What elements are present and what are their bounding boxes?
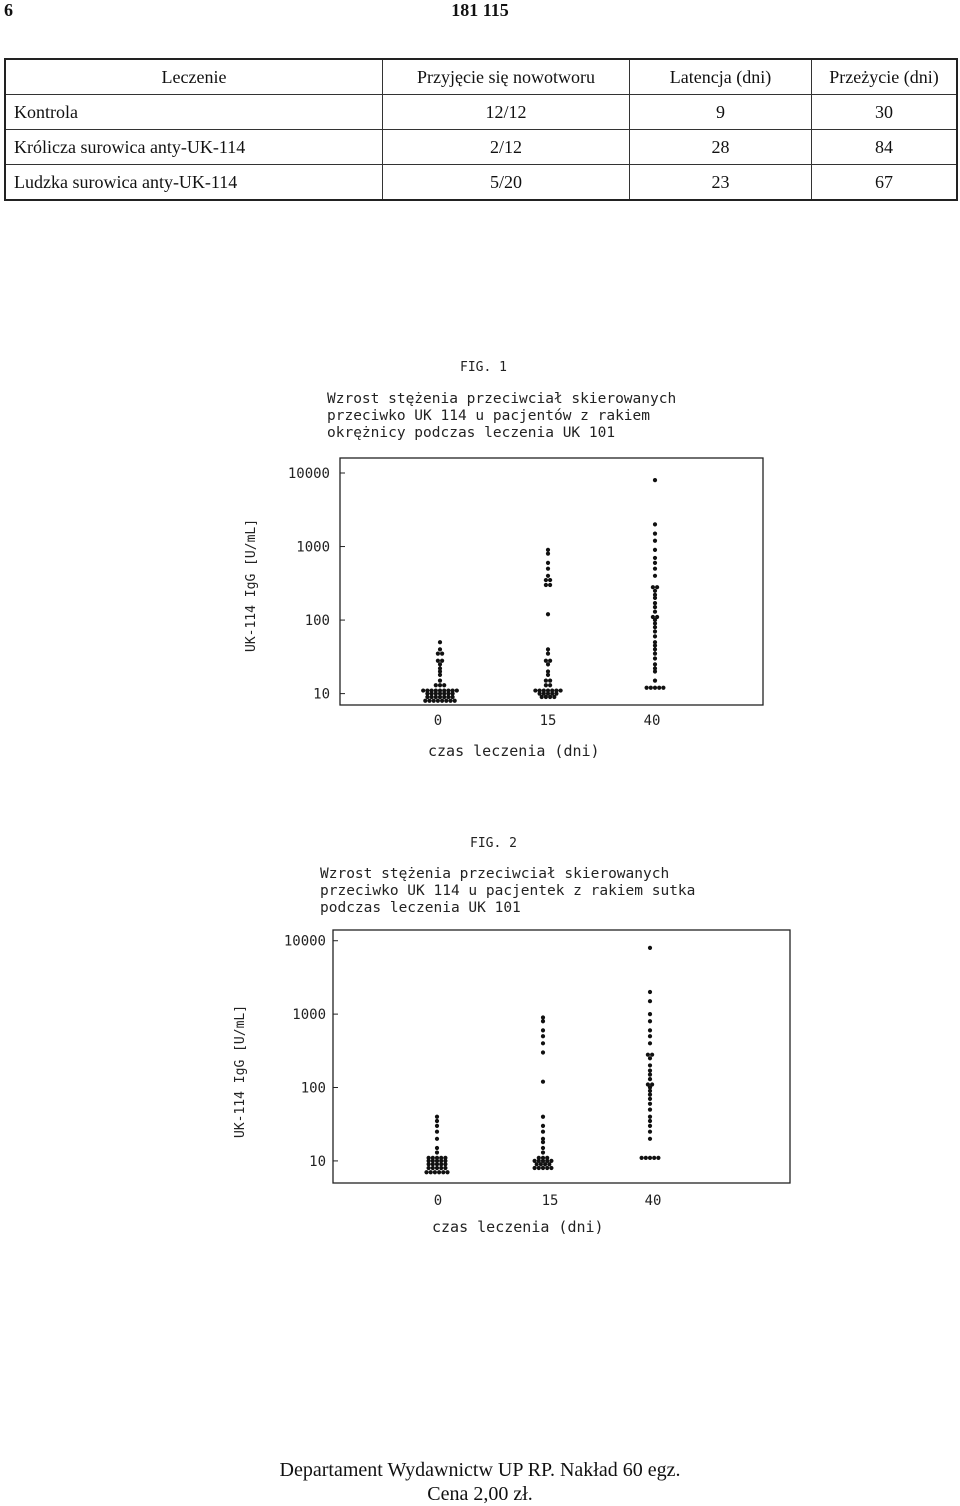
y-tick-label: 100 xyxy=(304,613,330,630)
data-point xyxy=(455,688,459,692)
data-point xyxy=(424,1170,428,1174)
data-point xyxy=(653,610,657,614)
data-point xyxy=(646,1082,650,1086)
data-point xyxy=(653,686,657,690)
data-point xyxy=(541,1137,545,1141)
data-point xyxy=(648,999,652,1003)
data-point xyxy=(653,522,657,526)
data-point xyxy=(653,647,657,651)
data-point xyxy=(437,1170,441,1174)
y-tick-label: 100 xyxy=(300,1080,326,1097)
data-point xyxy=(646,1053,650,1057)
page-number: 6 xyxy=(4,0,13,20)
data-point xyxy=(533,1159,537,1163)
x-tick-label: 15 xyxy=(541,1193,559,1209)
data-point xyxy=(435,1124,439,1128)
data-point xyxy=(648,1156,652,1160)
figure-title-line: przeciwko UK 114 u pacjentek z rakiem sutka xyxy=(320,883,696,899)
data-point xyxy=(438,688,442,692)
data-point xyxy=(549,1159,553,1163)
data-point xyxy=(533,688,537,692)
table-cell: 67 xyxy=(812,165,958,201)
data-point xyxy=(425,688,429,692)
data-point xyxy=(434,688,438,692)
data-point xyxy=(649,686,653,690)
data-point xyxy=(548,683,552,687)
data-point xyxy=(423,699,427,703)
data-point xyxy=(653,561,657,565)
x-tick-label: 15 xyxy=(539,713,557,729)
data-point xyxy=(650,1053,654,1057)
data-point xyxy=(648,1137,652,1141)
data-point xyxy=(653,478,657,482)
table-cell: 5/20 xyxy=(383,165,630,201)
data-point xyxy=(541,1146,545,1150)
data-point xyxy=(440,699,444,703)
data-point xyxy=(648,990,652,994)
data-point xyxy=(541,1166,545,1170)
data-point xyxy=(653,601,657,605)
publisher-footer xyxy=(0,1458,960,1506)
data-point xyxy=(542,688,546,692)
data-point xyxy=(550,688,554,692)
data-point xyxy=(648,1072,652,1076)
data-point xyxy=(640,1156,644,1160)
figure-title-line: okrężnicy podczas leczenia UK 101 xyxy=(327,425,616,441)
table-cell: 30 xyxy=(812,95,958,130)
data-point xyxy=(559,688,563,692)
data-point xyxy=(648,1019,652,1023)
data-point xyxy=(427,1156,431,1160)
column-header: Latencja (dni) xyxy=(630,59,812,95)
data-point xyxy=(648,1108,652,1112)
data-point xyxy=(442,683,446,687)
data-point xyxy=(648,1119,652,1123)
chart-1 xyxy=(288,458,763,729)
patent-number: 181 115 xyxy=(451,0,509,20)
data-point xyxy=(653,634,657,638)
data-point xyxy=(648,1028,652,1032)
data-point xyxy=(433,1170,437,1174)
data-point xyxy=(541,1080,545,1084)
y-axis-label: UK-114 IgG [U/mL] xyxy=(244,518,259,652)
data-point xyxy=(653,662,657,666)
figure-title-line: Wzrost stężenia przeciwciał skierowanych xyxy=(320,866,670,882)
data-point xyxy=(648,1012,652,1016)
data-point xyxy=(648,1102,652,1106)
data-point xyxy=(438,679,442,683)
data-point xyxy=(653,589,657,593)
data-point xyxy=(653,656,657,660)
table-cell: 2/12 xyxy=(383,130,630,165)
data-point xyxy=(653,666,657,670)
column-header: Przyjęcie się nowotworu xyxy=(383,59,630,95)
data-point xyxy=(546,552,550,556)
data-point xyxy=(546,647,550,651)
x-tick-label: 40 xyxy=(644,1193,662,1209)
data-point xyxy=(541,1028,545,1032)
data-point xyxy=(648,1034,652,1038)
data-point xyxy=(653,574,657,578)
data-point xyxy=(657,686,661,690)
figure-label: FIG. 1 xyxy=(460,360,507,375)
data-point xyxy=(435,1130,439,1134)
data-point xyxy=(435,1146,439,1150)
data-point xyxy=(645,686,649,690)
data-point xyxy=(435,1166,439,1170)
data-point xyxy=(544,679,548,683)
data-point xyxy=(443,1156,447,1160)
x-axis-label: czas leczenia (dni) xyxy=(428,742,600,760)
data-point xyxy=(427,1166,431,1170)
y-tick-label: 1000 xyxy=(296,539,330,556)
data-point xyxy=(548,583,552,587)
data-point xyxy=(438,683,442,687)
data-point xyxy=(544,683,548,687)
data-point xyxy=(440,659,444,663)
data-point xyxy=(537,1156,541,1160)
y-tick-label: 10 xyxy=(309,1153,326,1170)
data-point xyxy=(541,1034,545,1038)
data-point xyxy=(653,539,657,543)
data-point xyxy=(441,1170,445,1174)
data-point xyxy=(541,1130,545,1134)
data-point xyxy=(544,583,548,587)
data-point xyxy=(546,561,550,565)
data-point xyxy=(431,1166,435,1170)
data-point xyxy=(541,1019,545,1023)
data-point xyxy=(444,699,448,703)
data-point xyxy=(431,1156,435,1160)
table-cell: Ludzka surowica anty-UK-114 xyxy=(5,165,383,201)
data-point xyxy=(546,669,550,673)
data-point xyxy=(432,699,436,703)
data-point xyxy=(438,666,442,670)
figure-title-line: przeciwko UK 114 u pacjentów z rakiem xyxy=(327,408,651,424)
data-point xyxy=(435,1115,439,1119)
table-cell: Kontrola xyxy=(5,95,383,130)
data-point xyxy=(655,585,659,589)
data-point xyxy=(430,688,434,692)
data-point xyxy=(427,699,431,703)
data-point xyxy=(435,1150,439,1154)
data-point xyxy=(446,688,450,692)
data-point xyxy=(421,688,425,692)
data-point xyxy=(653,640,657,644)
y-tick-label: 10000 xyxy=(283,933,326,950)
data-point xyxy=(544,578,548,582)
data-point xyxy=(439,1166,443,1170)
chart-2 xyxy=(284,930,790,1209)
figure-label: FIG. 2 xyxy=(470,836,517,851)
data-point xyxy=(451,688,455,692)
data-point xyxy=(650,1082,654,1086)
data-point xyxy=(546,688,550,692)
data-point xyxy=(541,1041,545,1045)
data-point xyxy=(438,640,442,644)
data-point xyxy=(653,567,657,571)
data-point xyxy=(548,679,552,683)
data-point xyxy=(644,1156,648,1160)
data-point xyxy=(648,1041,652,1045)
data-point xyxy=(648,1115,652,1119)
data-point xyxy=(541,1156,545,1160)
data-point xyxy=(436,699,440,703)
data-point xyxy=(436,652,440,656)
data-point xyxy=(435,1156,439,1160)
data-point xyxy=(653,593,657,597)
data-point xyxy=(538,688,542,692)
data-point xyxy=(648,1068,652,1072)
data-point xyxy=(549,1166,553,1170)
data-point xyxy=(651,585,655,589)
data-point xyxy=(648,1124,652,1128)
data-point xyxy=(544,659,548,663)
data-point xyxy=(533,1166,537,1170)
data-point xyxy=(439,1156,443,1160)
data-point xyxy=(554,688,558,692)
data-point xyxy=(648,946,652,950)
column-header: Leczenie xyxy=(5,59,383,95)
data-point xyxy=(548,659,552,663)
data-point xyxy=(653,556,657,560)
footer-line: Departament Wydawnictw UP RP. Nakład 60 egz. xyxy=(279,1459,681,1481)
data-point xyxy=(648,1097,652,1101)
data-point xyxy=(653,652,657,656)
table-cell: 23 xyxy=(630,165,812,201)
data-point xyxy=(436,659,440,663)
data-point xyxy=(546,567,550,571)
data-point xyxy=(546,662,550,666)
data-point xyxy=(546,652,550,656)
x-tick-label: 0 xyxy=(433,1193,443,1209)
data-point xyxy=(648,1093,652,1097)
data-point xyxy=(648,1130,652,1134)
data-point xyxy=(442,688,446,692)
data-point xyxy=(429,1170,433,1174)
data-point xyxy=(453,699,457,703)
y-tick-label: 1000 xyxy=(292,1007,326,1024)
data-point xyxy=(541,1150,545,1154)
data-point xyxy=(548,578,552,582)
data-point xyxy=(541,1124,545,1128)
data-point xyxy=(653,679,657,683)
data-point xyxy=(541,1115,545,1119)
data-point xyxy=(546,574,550,578)
data-point xyxy=(652,1156,656,1160)
data-point xyxy=(438,662,442,666)
column-header: Przeżycie (dni) xyxy=(812,59,958,95)
data-point xyxy=(445,1170,449,1174)
data-point xyxy=(648,1077,652,1081)
data-point xyxy=(435,1119,439,1123)
data-point xyxy=(656,1156,660,1160)
data-point xyxy=(438,647,442,651)
data-point xyxy=(440,652,444,656)
y-tick-label: 10000 xyxy=(287,466,330,483)
data-point xyxy=(434,683,438,687)
x-tick-label: 40 xyxy=(643,713,661,729)
figure-title-line: podczas leczenia UK 101 xyxy=(320,900,521,916)
data-point xyxy=(653,548,657,552)
data-point xyxy=(546,548,550,552)
data-point xyxy=(655,615,659,619)
table-cell: 28 xyxy=(630,130,812,165)
footer-line: Cena 2,00 zł. xyxy=(427,1483,533,1505)
x-axis-label: czas leczenia (dni) xyxy=(432,1218,604,1236)
y-tick-label: 10 xyxy=(313,686,330,703)
table-cell: 84 xyxy=(812,130,958,165)
data-point xyxy=(648,1063,652,1067)
table-cell: 12/12 xyxy=(383,95,630,130)
data-point xyxy=(448,699,452,703)
data-point xyxy=(661,686,665,690)
data-point xyxy=(443,1166,447,1170)
plot-frame xyxy=(333,930,790,1183)
x-tick-label: 0 xyxy=(433,713,443,729)
data-point xyxy=(653,605,657,609)
data-point xyxy=(653,629,657,633)
data-point xyxy=(545,1166,549,1170)
data-point xyxy=(435,1137,439,1141)
data-point xyxy=(648,1056,652,1060)
data-point xyxy=(545,1156,549,1160)
data-point xyxy=(541,1050,545,1054)
data-point xyxy=(653,625,657,629)
y-axis-label: UK-114 IgG [U/mL] xyxy=(233,1004,248,1138)
figure-title-line: Wzrost stężenia przeciwciał skierowanych xyxy=(327,391,677,407)
data-point xyxy=(653,531,657,535)
data-point xyxy=(541,1015,545,1019)
data-point xyxy=(546,612,550,616)
data-point xyxy=(537,1166,541,1170)
data-point xyxy=(651,615,655,619)
table-cell: 9 xyxy=(630,95,812,130)
table-cell: Królicza surowica anty-UK-114 xyxy=(5,130,383,165)
